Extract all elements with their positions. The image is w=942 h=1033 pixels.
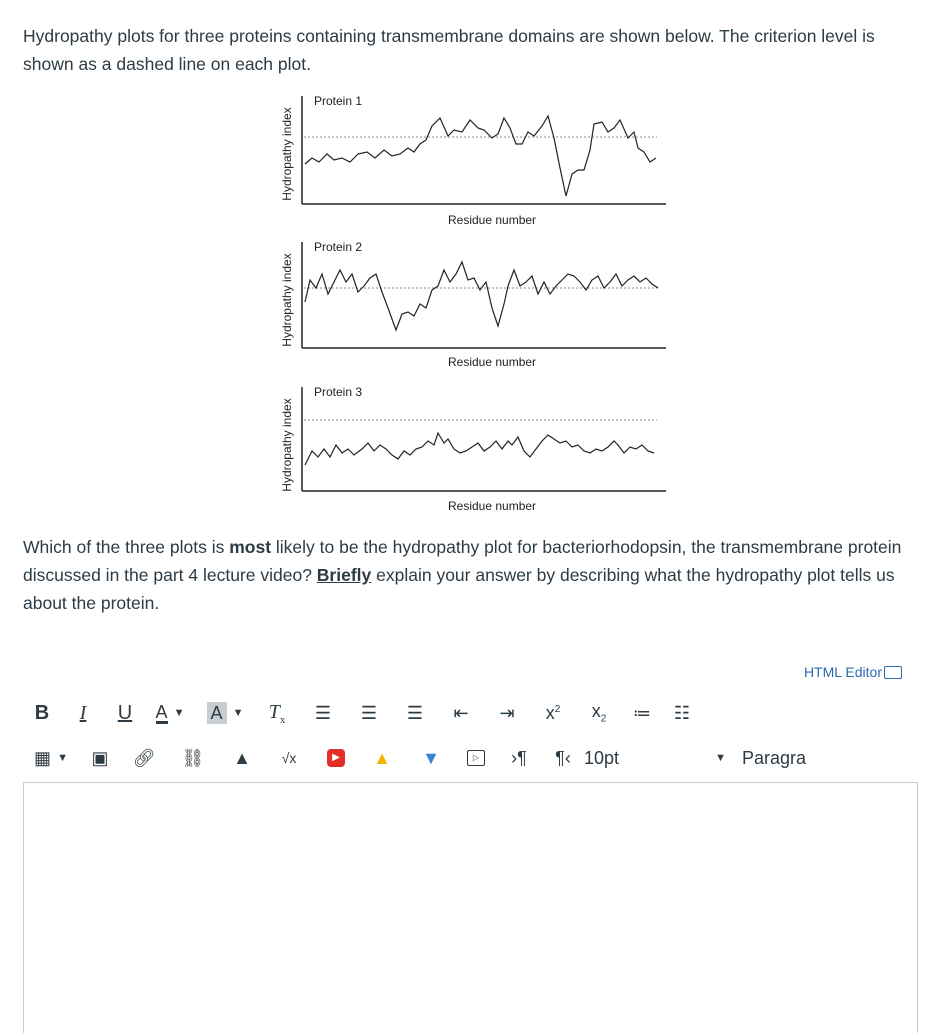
keyboard-icon	[884, 666, 902, 679]
bold-button[interactable]	[24, 697, 60, 729]
align-center-button[interactable]	[346, 697, 392, 729]
subscript-icon: $x_2$	[591, 701, 607, 725]
rich-text-editor-area[interactable]	[23, 782, 918, 1033]
ltr-icon: ›¶	[511, 747, 527, 768]
text-color-button[interactable]	[144, 697, 196, 729]
italic-icon: I	[79, 701, 87, 724]
bold-icon: B	[34, 701, 50, 724]
align-left-icon: ☰	[314, 702, 332, 723]
align-right-button[interactable]	[392, 697, 438, 729]
hydropathy-plot-3	[272, 387, 672, 517]
chevron-down-icon: ▼	[57, 752, 68, 764]
numbered-list-icon: ☷	[673, 702, 691, 723]
youtube-button[interactable]	[314, 742, 358, 774]
unlink-icon: ⛓	[181, 747, 205, 768]
link-icon: 🔗︎	[132, 747, 156, 768]
background-color-button[interactable]	[196, 697, 254, 729]
background-color-icon: A	[207, 702, 227, 724]
ltr-button[interactable]	[496, 742, 542, 774]
plot-2-title: Protein 2	[314, 240, 363, 254]
chevron-down-icon: ▼	[232, 707, 244, 719]
html-editor-label: HTML Editor	[803, 664, 882, 680]
clear-formatting-icon: $T_x$	[268, 700, 286, 726]
plot-3-xlabel: Residue number	[448, 499, 537, 513]
google-drive-button[interactable]	[358, 742, 406, 774]
paragraph-value: Paragra	[742, 747, 807, 768]
chevron-down-icon: ▼	[173, 707, 185, 719]
image-button[interactable]	[220, 742, 264, 774]
plot-2-xlabel: Residue number	[448, 355, 537, 369]
question-intro: Hydropathy plots for three proteins containing transmembrane domains are shown below. The criterion level is shown as a dashed line on each plot.	[23, 26, 875, 74]
rtl-icon: ¶‹	[555, 747, 571, 768]
equation-icon: √x	[281, 750, 297, 766]
equation-button[interactable]	[264, 742, 314, 774]
editor-toolbar-row-2	[24, 740, 822, 776]
outdent-icon: ⇤	[453, 702, 469, 723]
plot-1-xlabel: Residue number	[448, 213, 537, 227]
plot-2-ylabel: Hydropathy index	[280, 253, 294, 347]
superscript-icon: $x^2$	[545, 702, 561, 723]
table-icon: ▦	[34, 747, 52, 768]
align-right-icon: ☰	[406, 702, 424, 723]
plot-1-graph	[272, 96, 672, 216]
link-button[interactable]	[122, 742, 166, 774]
film-icon: ▣	[91, 747, 109, 768]
bullet-list-icon: ≔	[633, 702, 651, 723]
plot-3-ylabel: Hydropathy index	[280, 398, 294, 492]
plot-1-title: Protein 1	[314, 94, 363, 108]
italic-button[interactable]	[60, 697, 106, 729]
plot-3-graph	[272, 387, 672, 507]
plot-3-title: Protein 3	[314, 385, 363, 399]
bullet-list-button[interactable]	[622, 697, 662, 729]
outdent-button[interactable]	[438, 697, 484, 729]
google-drive-icon: ▲	[373, 747, 391, 768]
hydropathy-plot-2	[272, 242, 672, 372]
vimeo-button[interactable]	[406, 742, 456, 774]
video-button[interactable]	[456, 742, 496, 774]
clear-formatting-button[interactable]	[254, 697, 300, 729]
rtl-button[interactable]	[542, 742, 584, 774]
align-left-button[interactable]	[300, 697, 346, 729]
image-icon: ▲	[233, 747, 251, 768]
editor-toolbar-row-1	[24, 695, 702, 731]
video-icon: ▷	[467, 750, 485, 766]
font-size-select[interactable]	[584, 742, 734, 774]
hydropathy-plot-1	[272, 96, 672, 226]
font-size-value: 10pt	[584, 747, 620, 768]
question-bold: most	[229, 537, 272, 557]
underline-icon: U	[117, 701, 133, 724]
html-editor-toggle[interactable]	[804, 664, 902, 680]
briefly-link[interactable]: Briefly	[316, 565, 372, 585]
paragraph-select[interactable]	[734, 742, 822, 774]
table-button[interactable]	[24, 742, 78, 774]
question-part3: explain your answer by describing what the hydropathy plot tells us about the protein.	[23, 565, 895, 613]
plot-2-graph	[272, 242, 672, 362]
chevron-down-icon: ▼	[715, 752, 726, 764]
plot-1-ylabel: Hydropathy index	[280, 107, 294, 201]
vimeo-icon: ▼	[422, 747, 440, 768]
youtube-icon: ▶	[327, 749, 345, 767]
subscript-button[interactable]	[576, 697, 622, 729]
numbered-list-button[interactable]	[662, 697, 702, 729]
text-color-icon: A	[155, 701, 168, 722]
question-prompt	[23, 533, 913, 617]
unlink-button[interactable]	[166, 742, 220, 774]
question-part1: Which of the three plots is	[23, 537, 230, 557]
underline-button[interactable]	[106, 697, 144, 729]
media-button[interactable]	[78, 742, 122, 774]
indent-button[interactable]	[484, 697, 530, 729]
superscript-button[interactable]	[530, 697, 576, 729]
question-part2: likely to be the hydropathy plot for bacteriorhodopsin, the transmembrane protein discussed in the part 4 lecture video?	[23, 537, 902, 585]
align-center-icon: ☰	[360, 702, 378, 723]
indent-icon: ⇥	[499, 702, 515, 723]
